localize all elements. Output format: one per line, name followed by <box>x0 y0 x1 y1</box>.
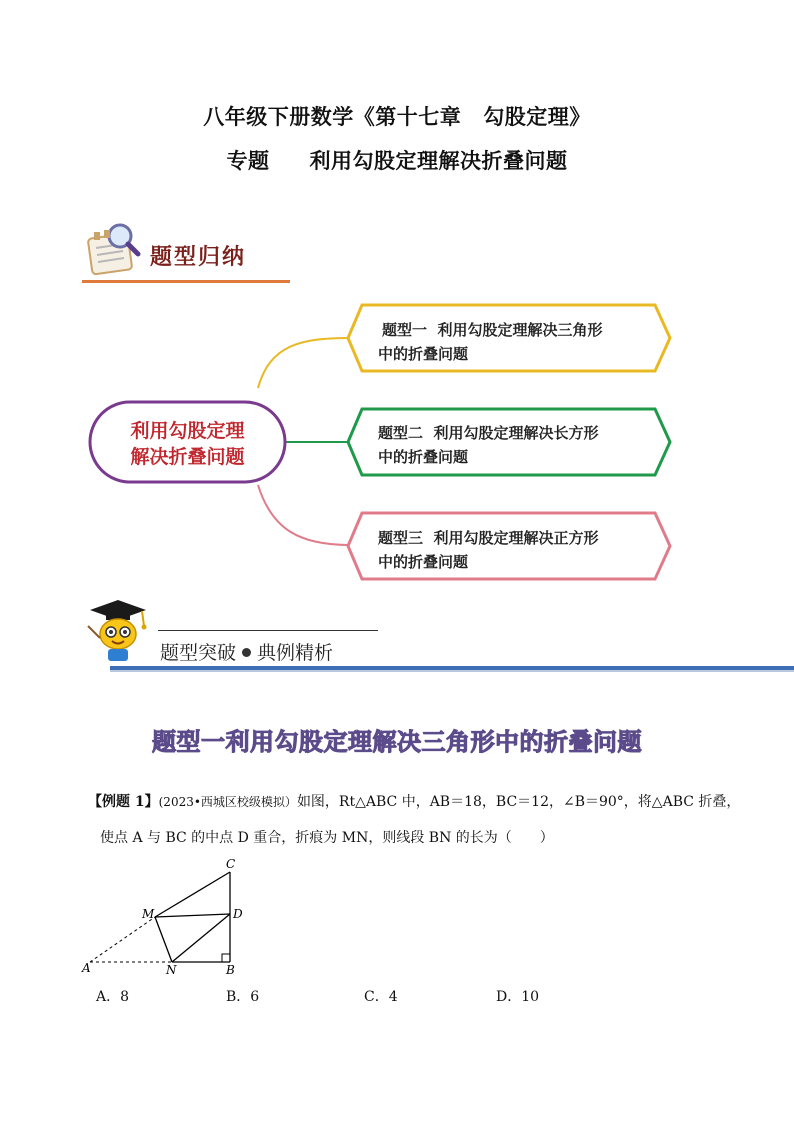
choice-b[interactable]: B．6 <box>226 989 260 1005</box>
connector-branch-3 <box>258 485 350 545</box>
branch-3-text <box>378 526 598 574</box>
example-tag: 【例题 1】 <box>88 794 159 810</box>
example-source: (2023•西城区校级模拟） <box>158 795 297 809</box>
choices <box>96 987 696 1007</box>
branch-1-text <box>378 318 603 366</box>
branch-1-line-2: 中的折叠问题 <box>378 345 469 363</box>
example-line-1 <box>88 792 788 812</box>
branch-3-line-2: 中的折叠问题 <box>378 553 469 571</box>
triangle-figure <box>80 856 250 976</box>
branch-2-text <box>378 421 598 469</box>
segment-cm <box>155 872 230 917</box>
choice-d[interactable]: D．10 <box>496 989 540 1005</box>
label-n: N <box>166 963 177 976</box>
segment-nd <box>172 914 230 962</box>
bullet-dot <box>242 648 251 657</box>
example-line-1-text: 如图，Rt△ABC 中，AB＝18，BC＝12，∠B＝90°，将△ABC 折叠， <box>296 794 741 810</box>
type-heading: 题型一利用勾股定理解决三角形中的折叠问题 <box>152 728 642 756</box>
branch-2-line-2: 中的折叠问题 <box>378 448 469 466</box>
section2-bottomline-shadow <box>110 670 794 672</box>
connector-branch-1 <box>258 338 350 388</box>
subtitle-part-2: 利用勾股定理解决折叠问题 <box>309 149 568 173</box>
label-a: A <box>82 961 91 975</box>
page-subtitle <box>0 145 794 175</box>
section2-label-b: 典例精析 <box>257 642 334 664</box>
section2-topline <box>158 630 378 631</box>
page-title <box>0 101 794 131</box>
segment-md <box>155 914 230 917</box>
title-part-1: 八年级下册数学《第十七章 <box>203 105 462 129</box>
section-label-practice <box>160 638 333 665</box>
center-node-text <box>90 418 285 470</box>
section-label-summary: 题型归纳 <box>150 245 247 270</box>
section-banner-summary <box>82 222 290 284</box>
choice-c[interactable]: C．4 <box>364 989 398 1005</box>
section-underline <box>82 280 290 283</box>
example-line-2: 使点 A 与 BC 的中点 D 重合，折痕为 MN，则线段 BN 的长为（ ） <box>100 830 554 846</box>
section-banner-practice <box>86 596 794 676</box>
choice-a[interactable]: A．8 <box>96 989 130 1005</box>
scholar-mascot-icon <box>86 596 150 668</box>
center-line-2: 解决折叠问题 <box>130 446 245 468</box>
branch-2-line-1: 题型二 利用勾股定理解决长方形 <box>378 424 599 442</box>
notepad-magnifier-icon <box>82 222 148 282</box>
label-m: M <box>142 907 155 921</box>
right-angle-mark <box>222 954 230 962</box>
title-part-2: 勾股定理》 <box>483 105 591 129</box>
label-d: D <box>233 907 243 921</box>
branch-1-line-1: 题型一 利用勾股定理解决三角形 <box>382 321 603 339</box>
segment-mn <box>155 917 172 962</box>
label-b: B <box>226 963 235 976</box>
subtitle-part-1: 专题 <box>226 149 270 173</box>
section2-label-a: 题型突破 <box>160 642 237 664</box>
segment-am-dashed <box>90 917 155 962</box>
center-line-1: 利用勾股定理 <box>130 420 245 442</box>
branch-3-line-1: 题型三 利用勾股定理解决正方形 <box>378 529 599 547</box>
label-c: C <box>226 857 236 871</box>
